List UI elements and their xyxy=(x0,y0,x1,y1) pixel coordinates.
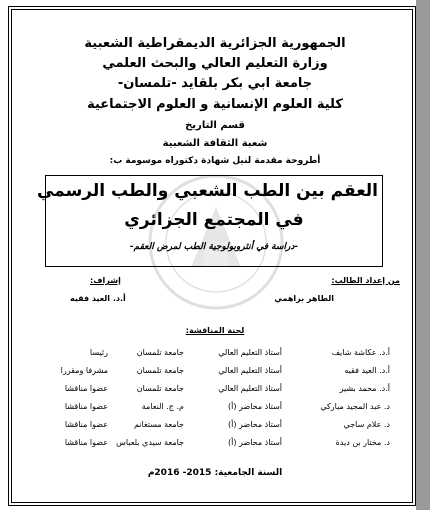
member-role: عضوا مناقشا xyxy=(64,402,108,411)
student-name: الطاهر براهمي xyxy=(274,294,334,303)
member-rank: أستاذ محاضر (أ) xyxy=(228,420,282,429)
thesis-subtitle: -دراسة في أنثروبولوجية الطب لمرض العقم- xyxy=(129,242,299,252)
academic-year-value: 2015- 2016م xyxy=(147,468,212,478)
member-name: أ.د. محمد بشير xyxy=(339,384,390,393)
ministry-name: وزارة التعليم العالي والبحث العلمي xyxy=(102,56,328,71)
committee-title: لجنة المناقشة: xyxy=(185,326,245,335)
member-name: د. عبد المجيد مباركي xyxy=(320,402,390,411)
member-rank: أستاذ التعليم العالي xyxy=(218,384,282,393)
member-name: د. مختار بن ديدة xyxy=(335,438,390,447)
member-university: جامعة تلمسان xyxy=(136,384,184,393)
faculty-name: كلية العلوم الإنسانية و العلوم الاجتماعية xyxy=(87,97,343,112)
member-name: أ.د. عكاشة شايف xyxy=(331,348,390,357)
member-university: جامعة مستغانم xyxy=(133,420,184,429)
member-university: جامعة سيدي بلعباس xyxy=(116,438,184,447)
member-university: جامعة تلمسان xyxy=(136,366,184,375)
member-rank: أستاذ محاضر (أ) xyxy=(228,402,282,411)
member-rank: أستاذ محاضر (أ) xyxy=(228,438,282,447)
member-name: د. علام ساجي xyxy=(343,420,390,429)
republic-name: الجمهورية الجزائرية الديمقراطية الشعبية xyxy=(84,36,346,51)
thesis-note: أطروحة مقدمة لنيل شهادة دكتوراه موسومة ب: xyxy=(109,156,321,166)
member-university: م. ج. النعامة xyxy=(141,402,184,411)
academic-year-label: السنة الجامعية: xyxy=(214,468,283,478)
member-rank: أستاذ التعليم العالي xyxy=(218,348,282,357)
member-role: عضوا مناقشا xyxy=(64,420,108,429)
member-name: أ.د. العيد فقيه xyxy=(344,366,390,375)
supervisor-label: إشراف: xyxy=(90,276,121,285)
member-role: عضوا مناقشا xyxy=(64,438,108,447)
student-label: من إعداد الطالب: xyxy=(331,276,400,285)
thesis-title-line1: العقم بين الطب الشعبي والطب الرسمي xyxy=(36,181,378,201)
member-rank: أستاذ التعليم العالي xyxy=(218,366,282,375)
member-role: مشرفا ومقررا xyxy=(60,366,108,375)
university-name: جامعة ابي بكر بلقايد -تلمسان- xyxy=(117,76,313,91)
supervisor-name: أ.د. العيد فقيه xyxy=(70,294,126,303)
department-name: قسم التاريخ xyxy=(185,120,245,131)
member-university: جامعة تلمسان xyxy=(136,348,184,357)
scan-edge xyxy=(416,0,430,510)
member-role: عضوا مناقشا xyxy=(64,384,108,393)
member-role: رئيسا xyxy=(89,348,108,357)
branch-name: شعبة الثقافة الشعبية xyxy=(162,138,268,149)
thesis-title-line2: في المجتمع الجزائري xyxy=(124,210,304,230)
academic-year xyxy=(0,468,430,478)
